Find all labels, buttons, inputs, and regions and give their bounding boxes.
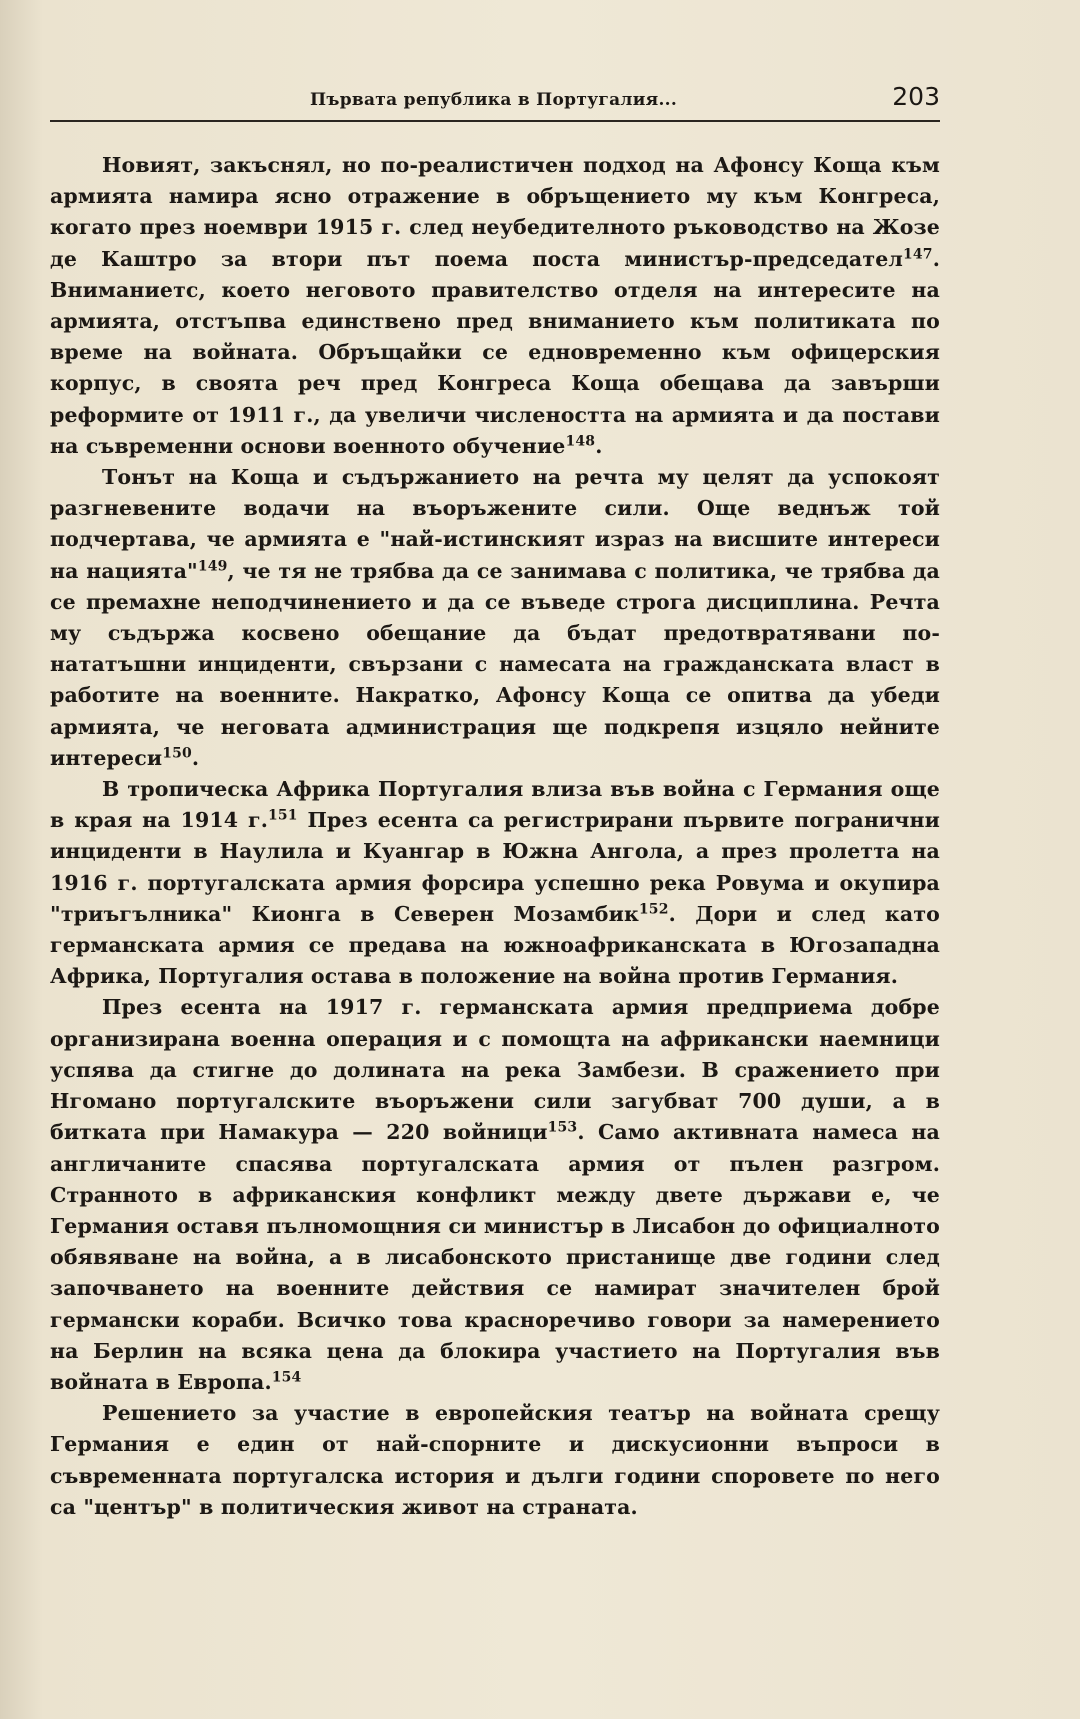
footnote-marker: 154 (271, 1369, 302, 1386)
footnote-marker: 153 (547, 1119, 578, 1136)
paragraph (50, 1398, 940, 1523)
paragraph (50, 992, 940, 1398)
footnote-marker: 151 (268, 807, 298, 824)
text-run: . Само активната намеса на англичаните спасява португалската армия от пълен разгром. Странното в африканския конфликт между двете държави е, че Германия оставя пълномощния си министър в Лисабон до официалното обявяване на война, а в лисабонското пристанище две години след започването на военните действия се намират значителен брой германски кораби. Всичко това красноречиво говори за намерението на Берлин на всяка цена да блокира участието на Португалия във войната в Европа. (50, 1120, 940, 1394)
body-text (50, 150, 940, 1523)
running-title: Първата република в Португалия... (310, 90, 678, 110)
text-run: . Дори и след като германската армия се предава на южноафриканската в Югозападна Африка, Португалия остава в положение на война против Германия. (50, 901, 940, 989)
footnote-marker: 152 (638, 901, 669, 918)
paragraph (50, 462, 940, 774)
running-header (50, 80, 940, 122)
footnote-marker: 147 (903, 245, 933, 262)
text-run: Новият, закъснял, но по-реалистичен подход на Афонсу Коща към армията намира ясно отражение в обръщението му към Конгреса, когато през ноември 1915 г. след неубедителното ръководство на Жозе де Каштро за втори път поема поста министър-председател (50, 153, 940, 271)
text-run: Тонът на Коща и съдържанието на речта му целят да успокоят разгневените водачи на въоръжените сили. Още веднъж той подчертава, че армията е "най-истинският израз на висшите интереси на нацията" (50, 465, 940, 583)
text-run: . (595, 433, 603, 458)
text-run: В тропическа Африка Португалия влиза във война с Германия още в края на 1914 г. (50, 777, 940, 833)
footnote-marker: 149 (197, 557, 228, 574)
text-run: През есента на 1917 г. германската армия предприема добре организирана военна операция и с помощта на африкански наемници успява да стигне до долината на река Замбези. В сражението при Нгомано португалските въоръжени сили загубват 700 души, а в битката при Намакура — 220 войници (50, 995, 940, 1145)
paragraph (50, 150, 940, 462)
page-number: 203 (892, 82, 940, 111)
paragraph (50, 774, 940, 992)
text-run: . Вниманиетс, което неговото правителство отделя на интересите на армията, отстъпва единствено пред вниманието към политиката по време на войната. Обръщайки се едновременно към офицерския корпус, в своята реч пред Конгреса Коща обещава да завърши реформите от 1911 г., да увеличи числеността на армията и да постави на съвременни основи военното обучение (50, 246, 940, 458)
footnote-marker: 150 (162, 745, 192, 762)
footnote-marker: 148 (565, 433, 596, 450)
text-run: . (191, 745, 200, 770)
text-run: , че тя не трябва да се занимава с политика, че трябва да се премахне неподчинението и да се въведе строга дисциплина. Речта му съдържа косвено обещание да бъдат предотвратявани по-нататъшни инциденти, свързани с намесата на гражданската власт в работите на военните. Накратко, Афонсу Коща се опитва да убеди армията, че неговата администрация ще подкрепя изцяло нейните интереси (50, 558, 940, 770)
text-run: През есента са регистрирани първите погранични инциденти в Наулила и Куангар в Южна Ангола, а през пролетта на 1916 г. португалската армия форсира успешно река Ровума и окупира "триъгълника" Кионга в Северен Мозамбик (50, 808, 940, 926)
text-run: Решението за участие в европейския театър на войната срещу Германия е един от най-спорните и дискусионни въпроси в съвременната португалска история и дълги години споровете по него са "център" в политическия живот на страната. (50, 1401, 940, 1519)
